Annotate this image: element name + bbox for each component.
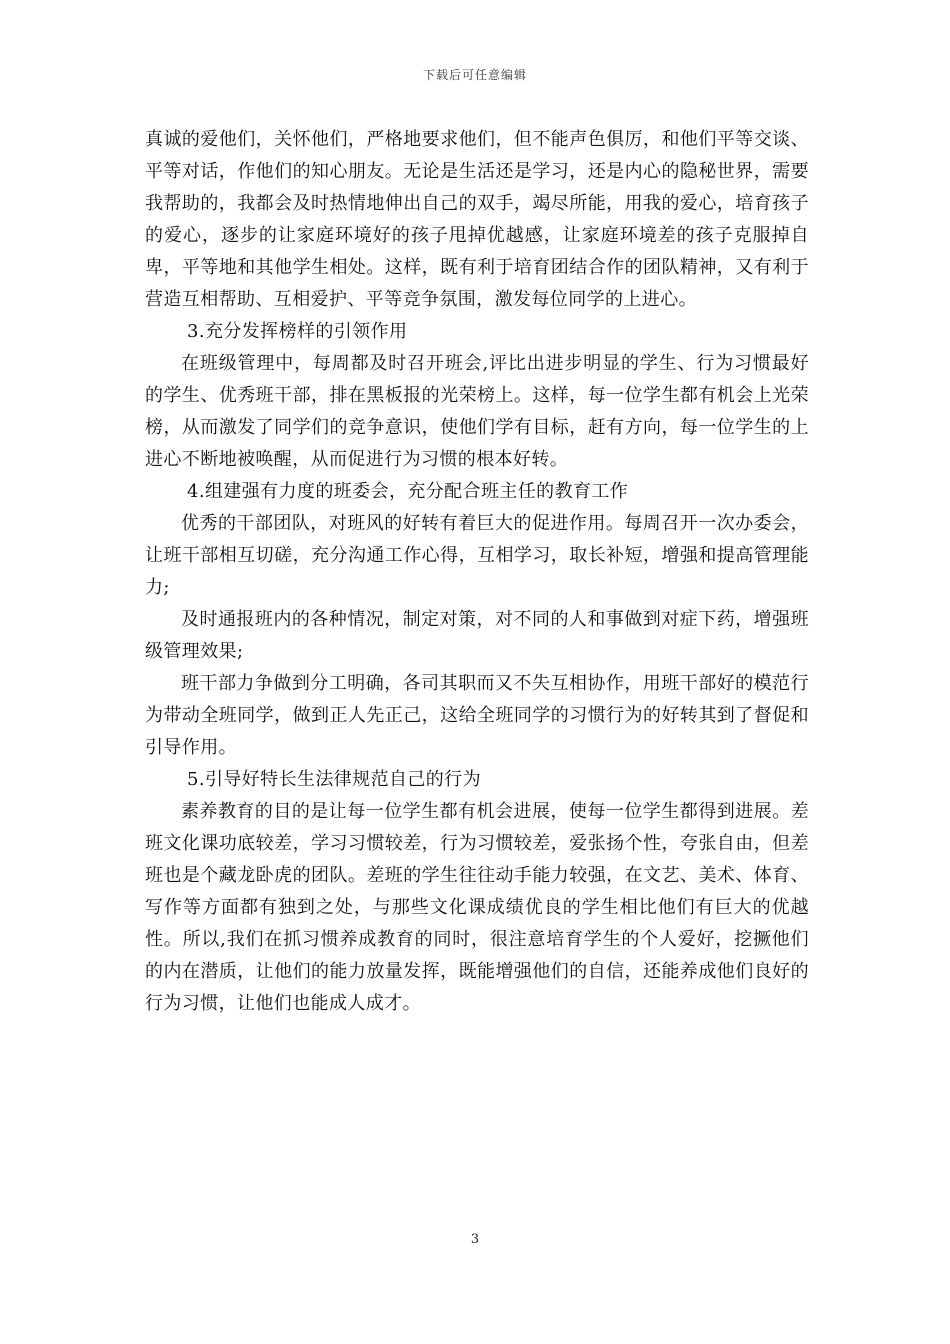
paragraph-quality-education: 素养教育的目的是让每一位学生都有机会进展，使每一位学生都得到进展。差班文化课功底较差，学习习惯较差，行为习惯较差，爱张扬个性，夸张自由，但差班也是个藏龙卧虎的团队。差班的学生往往动手能力较强，在文艺、美术、体育、写作等方面都有独到之处，与那些文化课成绩优良的学生相比他们有巨大的优越性。所以,我们在抓习惯养成教育的同时，很注意培育学生的个人爱好，挖撅他们的内在潜质，让他们的能力放量发挥，既能增强他们的自信，还能养成他们良好的行为习惯，让他们也能成人成才。 xyxy=(145,801,809,1014)
section-heading-5: 5.引导好特长生法律规范自己的行为 xyxy=(187,769,481,790)
page-header: 下载后可任意编辑 xyxy=(422,68,527,82)
paragraph-report-situation: 及时通报班内的各种情况，制定对策，对不同的人和事做到对症下药，增强班级管理效果; xyxy=(145,609,809,662)
paragraph-class-meeting: 在班级管理中，每周都及时召开班会,评比出进步明显的学生、行为习惯最好的学生、优秀班干部，排在黑板报的光荣榜上。这样，每一位学生都有机会上光荣榜，从而激发了同学们的竞争意识，使他们学有目标，赶有方向，每一位学生的上进心不断地被唤醒，从而促进行为习惯的根本好转。 xyxy=(145,353,809,470)
section-heading-3: 3.充分发挥榜样的引领作用 xyxy=(187,321,408,342)
page-number: 3 xyxy=(470,1232,480,1247)
paragraph-cadre-team: 优秀的干部团队，对班风的好转有着巨大的促进作用。每周召开一次办委会，让班干部相互切磋，充分沟通工作心得，互相学习，取长补短，增强和提高管理能力; xyxy=(145,513,809,598)
section-heading-4: 4.组建强有力度的班委会，充分配合班主任的教育工作 xyxy=(187,481,629,502)
document-body xyxy=(145,124,809,1020)
paragraph-continuation: 真诚的爱他们，关怀他们，严格地要求他们，但不能声色俱厉，和他们平等交谈、平等对话，作他们的知心朋友。无论是生活还是学习，还是内心的隐秘世界，需要我帮助的，我都会及时热情地伸出自己的双手，竭尽所能，用我的爱心，培育孩子的爱心，逐步的让家庭环境好的孩子甩掉优越感，让家庭环境差的孩子克服掉自卑，平等地和其他学生相处。这样，既有利于培育团结合作的团队精神，又有利于营造互相帮助、互相爱护、平等竞争氛围，激发每位同学的上进心。 xyxy=(145,129,809,310)
paragraph-division-of-labor: 班干部力争做到分工明确，各司其职而又不失互相协作，用班干部好的模范行为带动全班同学，做到正人先正己，这给全班同学的习惯行为的好转其到了督促和引导作用。 xyxy=(145,673,809,758)
